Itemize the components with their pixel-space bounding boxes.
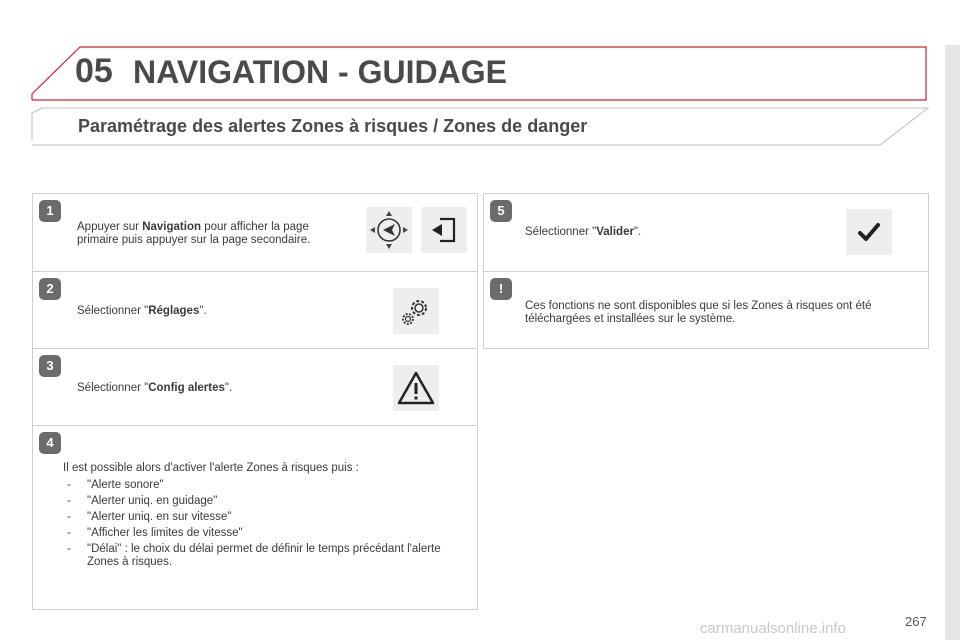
checkmark-icon [846, 209, 892, 255]
settings-gears-icon [393, 288, 439, 334]
alert-options-list [63, 479, 463, 569]
step-text: Appuyer sur Navigation pour afficher la page primaire puis appuyer sur la page secondaire. [77, 221, 311, 246]
warning-exclamation-icon: ! [490, 278, 512, 300]
steps-panel-right [483, 193, 929, 349]
step-badge: 1 [39, 200, 61, 222]
step-badge: 3 [39, 355, 61, 377]
list-item: - "Alerter uniq. en guidage" [63, 495, 463, 508]
note-text: Ces fonctions ne sont disponibles que si les Zones à risques ont été téléchargées et installées sur le système. [525, 300, 872, 325]
step-text [63, 462, 463, 572]
navigation-arrows-icon [366, 207, 412, 253]
chapter-title: NAVIGATION - GUIDAGE [133, 54, 507, 90]
list-item: - "Délai" : le choix du délai permet de définir le temps précédant l'alerte Zones à risques. [63, 543, 463, 569]
page-number: 267 [905, 614, 927, 629]
step-4-intro: Il est possible alors d'activer l'alerte Zones à risques puis : [63, 462, 359, 474]
step-badge: 2 [39, 278, 61, 300]
list-item: - "Alerter uniq. en sur vitesse" [63, 511, 463, 524]
step-badge: 4 [39, 432, 61, 454]
list-item: - "Afficher les limites de vitesse" [63, 527, 463, 540]
step-1 [33, 194, 477, 271]
step-text: Sélectionner "Config alertes". [77, 382, 233, 394]
step-2 [33, 271, 477, 349]
step-text: Sélectionner "Valider". [525, 226, 642, 238]
note-step [484, 271, 928, 349]
section-title: Paramétrage des alertes Zones à risques / Zones de danger [78, 116, 588, 136]
step-badge: 5 [490, 200, 512, 222]
step-4 [33, 425, 477, 610]
page-edge-strip [945, 45, 960, 640]
step-3 [33, 348, 477, 426]
warning-triangle-icon [393, 365, 439, 411]
step-5 [484, 194, 928, 271]
steps-panel-left [32, 193, 478, 610]
watermark: carmanualsonline.info [700, 620, 846, 637]
step-text: Sélectionner "Réglages". [77, 305, 207, 317]
page-switch-icon [421, 207, 467, 253]
list-item: - "Alerte sonore" [63, 479, 463, 492]
chapter-number: 05 [75, 52, 113, 90]
